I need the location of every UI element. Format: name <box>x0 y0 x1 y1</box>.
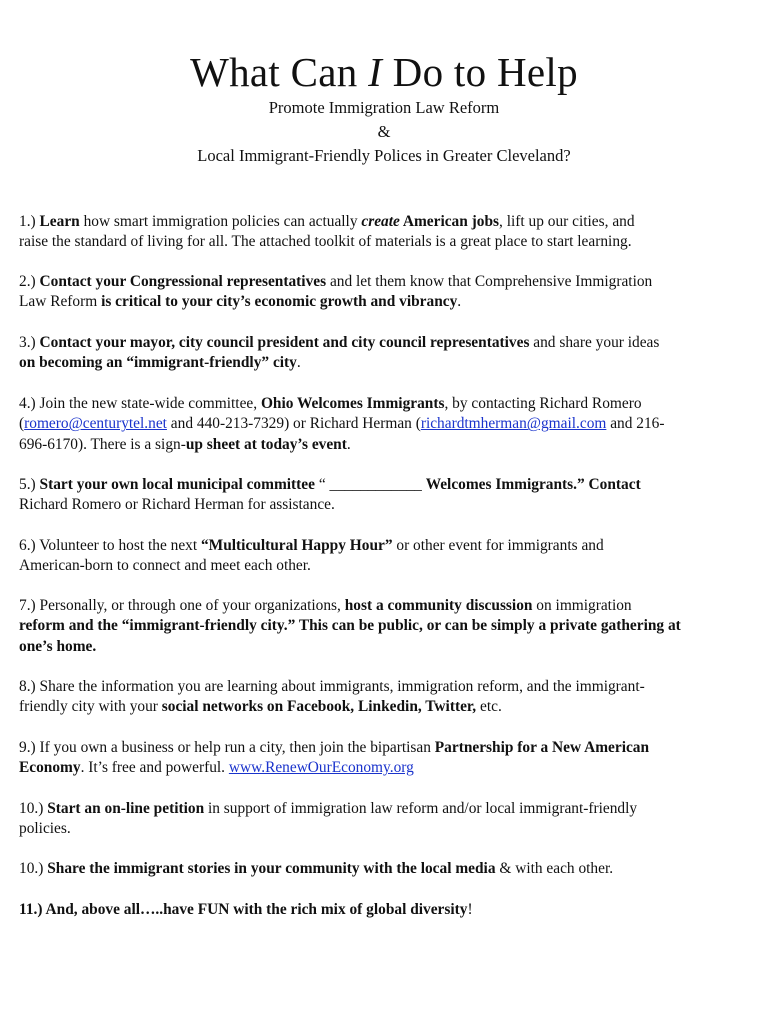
list-item-10b <box>19 859 761 879</box>
item-4-period: . <box>346 435 351 453</box>
title-post: Do to Help <box>382 49 578 95</box>
email-link-herman[interactable]: richardtmherman@gmail.com <box>420 415 607 433</box>
item-7-text-end: on immigration <box>532 597 632 614</box>
item-5-bold-welcomes: Welcomes Immigrants.” Contact <box>425 476 641 493</box>
item-8-text: Share the information you are learning about immigrants, immigration reform, and the immigrant- <box>39 678 645 695</box>
item-10b-line-1 <box>19 859 761 879</box>
item-2-period: . <box>457 293 462 311</box>
item-4-line-1 <box>19 394 761 414</box>
item-9-text-2: . It’s free and powerful. <box>80 759 229 777</box>
list-item-6 <box>19 536 761 577</box>
item-9-text: If you own a business or help run a city, then join the bipartisan <box>39 739 435 756</box>
item-7-text: Personally, or through one of your organizations, <box>39 597 345 614</box>
item-5-number: 5.) <box>19 476 40 493</box>
item-6-text: Volunteer to host the next <box>39 537 201 554</box>
item-8-line-1 <box>19 677 761 697</box>
item-2-bold-critical: is critical to your city’s economic growth and vibrancy <box>97 293 458 311</box>
item-9-number: 9.) <box>19 739 40 756</box>
item-11-bold-above-all: And, above all…..have <box>45 901 198 918</box>
item-1-number: 1.) <box>19 213 40 230</box>
page-title <box>0 48 768 96</box>
item-3-bold-contact: Contact your mayor, city council president and city council representatives <box>39 334 530 351</box>
item-8-text-2: friendly city with your <box>19 698 162 716</box>
subtitle-ampersand: & <box>377 122 391 141</box>
item-3-bold-immigrant-friendly: on becoming an “immigrant-friendly” city <box>19 354 297 372</box>
item-2-bold-contact: Contact your Congressional representatives <box>39 273 327 290</box>
list-item-5 <box>19 475 761 516</box>
item-2-number: 2.) <box>19 273 40 290</box>
item-4-number: 4.) <box>19 395 40 412</box>
item-3-period: . <box>296 354 301 372</box>
item-3-line-1 <box>19 333 761 353</box>
item-7-line-3: one’s home. <box>19 637 97 655</box>
list-item-8 <box>19 677 761 718</box>
item-4-phone-end: 696-6170). There is a sign- <box>19 435 186 453</box>
list-item-3 <box>19 333 761 374</box>
item-11-exclamation: ! <box>467 901 473 918</box>
item-4-paren: ( <box>19 415 25 433</box>
item-1-line-2: raise the standard of living for all. The attached toolkit of materials is a great place to start learning. <box>19 233 632 251</box>
item-2-line-1 <box>19 272 761 292</box>
item-8-number: 8.) <box>19 678 40 695</box>
item-2-text: and let them know that Comprehensive Immigration <box>326 273 653 290</box>
item-7-line-2: reform and the “immigrant-friendly city.” This can be public, or can be simply a private gathering at <box>19 617 681 635</box>
item-6-line-1 <box>19 536 761 556</box>
item-10b-text: & with each other. <box>495 860 614 877</box>
item-9-line-2 <box>19 758 761 778</box>
item-10-bold-petition: Start an on-line petition <box>47 800 205 817</box>
item-4-text-end: , by contacting Richard Romero <box>444 395 642 412</box>
item-5-bold-start: Start your own local municipal committee <box>39 476 315 493</box>
list-item-7 <box>19 596 761 657</box>
item-10-line-1 <box>19 799 761 819</box>
list-item-11 <box>19 900 761 920</box>
item-3-line-2 <box>19 353 761 373</box>
item-1-line-1 <box>19 212 761 232</box>
subtitle-line-3: Local Immigrant-Friendly Polices in Greater Cleveland? <box>197 146 571 165</box>
item-6-text-end: or other event for immigrants and <box>392 537 604 554</box>
renew-economy-link[interactable]: www.RenewOurEconomy.org <box>228 759 414 777</box>
list-item-1 <box>19 212 761 253</box>
item-1-bold-italic-create: create <box>361 213 400 230</box>
item-10-text: in support of immigration law reform and/or local immigrant-friendly <box>204 800 638 817</box>
item-4-phone-text: and 440-213-7329) or Richard Herman ( <box>166 415 421 433</box>
item-11-line-1 <box>19 900 761 920</box>
item-5-blank: “ ____________ <box>314 476 426 493</box>
item-3-number: 3.) <box>19 334 40 351</box>
subtitle-line-1: Promote Immigration Law Reform <box>268 98 500 117</box>
item-10-number: 10.) <box>19 800 48 817</box>
item-4-text: Join the new state-wide committee, <box>39 395 261 412</box>
item-4-bold-sign-up: up sheet at today’s event <box>185 435 347 453</box>
item-9-line-1 <box>19 738 761 758</box>
item-1-text: how smart immigration policies can actually <box>79 213 362 230</box>
item-6-bold-happy-hour: “Multicultural Happy Hour” <box>200 537 393 554</box>
item-7-bold-host: host a community discussion <box>344 597 533 614</box>
item-10b-number: 10.) <box>19 860 48 877</box>
item-1-text-end: , lift up our cities, and <box>499 213 635 230</box>
title-italic-i: I <box>368 49 383 95</box>
item-6-number: 6.) <box>19 537 40 554</box>
item-4-bold-ohio-welcomes: Ohio Welcomes Immigrants <box>260 395 445 412</box>
item-11-number: 11.) <box>19 901 46 918</box>
item-11-bold-fun: FUN with the rich mix of global diversity <box>197 901 468 918</box>
item-1-bold-jobs: American jobs <box>399 213 500 230</box>
item-10b-bold-share: Share the immigrant stories in your community with the local media <box>47 860 496 877</box>
list-item-10 <box>19 799 761 840</box>
item-1-bold-learn: Learn <box>39 213 80 230</box>
item-7-number: 7.) <box>19 597 40 614</box>
list-item-2 <box>19 272 761 313</box>
item-5-line-1 <box>19 475 761 495</box>
item-7-line-1 <box>19 596 761 616</box>
item-5-line-2: Richard Romero or Richard Herman for assistance. <box>19 496 335 514</box>
list-item-4 <box>19 394 761 455</box>
item-4-phone-start: and 216- <box>606 415 665 433</box>
item-9-bold-partnership: Partnership for a New American <box>434 739 650 756</box>
item-4-line-3 <box>19 435 761 455</box>
item-3-text: and share your ideas <box>529 334 660 351</box>
item-8-bold-social: social networks on Facebook, Linkedin, Twitter, <box>161 698 477 716</box>
item-8-etc: etc. <box>476 698 502 716</box>
item-2-line-2 <box>19 292 761 312</box>
email-link-romero[interactable]: romero@centurytel.net <box>24 415 167 433</box>
list-item-9 <box>19 738 761 779</box>
title-pre: What Can <box>190 49 369 95</box>
item-8-line-2 <box>19 697 761 717</box>
item-4-line-2 <box>19 414 761 434</box>
item-9-bold-economy: Economy <box>19 759 81 777</box>
item-2-law-reform: Law Reform <box>19 293 98 311</box>
item-10-line-2: policies. <box>19 820 71 838</box>
item-6-line-2: American-born to connect and meet each other. <box>19 557 311 575</box>
